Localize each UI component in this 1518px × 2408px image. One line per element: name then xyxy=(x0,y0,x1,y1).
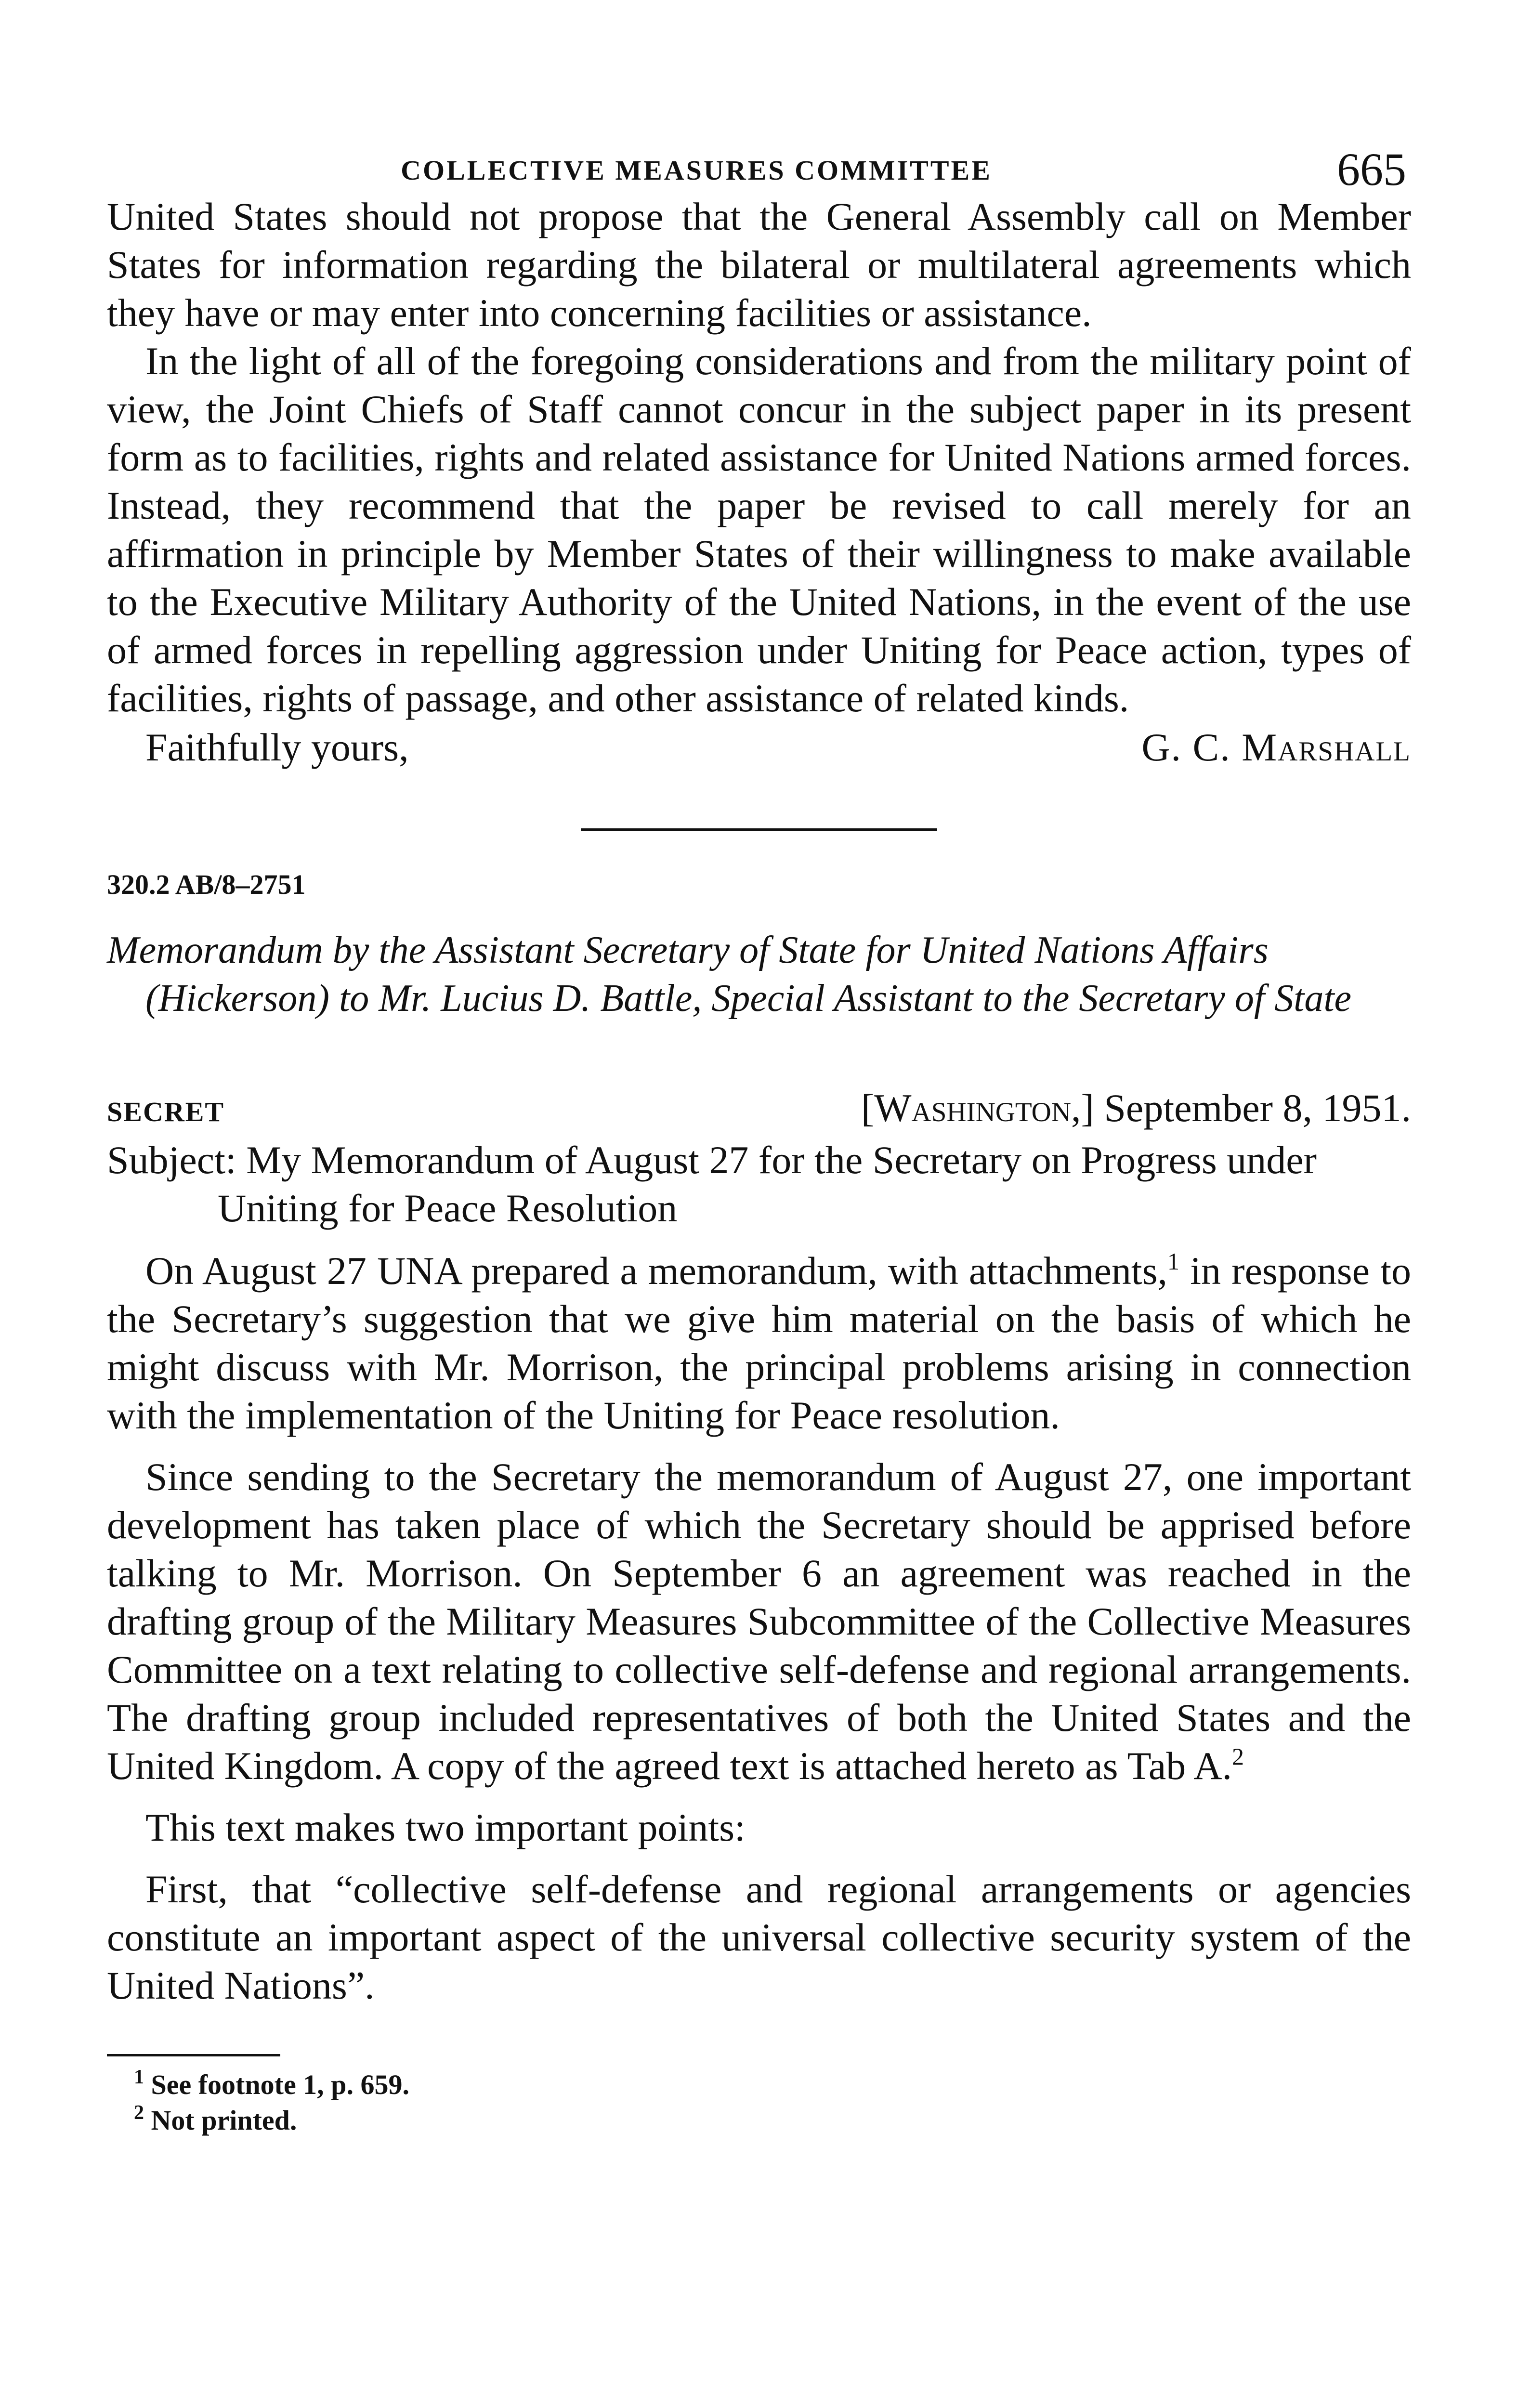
section-divider xyxy=(581,828,937,831)
subject-text: My Memorandum of August 27 for the Secretary on Progress under Uniting for Peace Resolution xyxy=(218,1138,1317,1230)
page-number: 665 xyxy=(1337,144,1406,195)
memo-place-date xyxy=(861,1084,1411,1132)
memo-paragraph-1 xyxy=(107,1247,1411,1440)
memo-date: September 8, 1951. xyxy=(1104,1086,1411,1130)
memo-dateline xyxy=(107,1084,1411,1136)
footnote-ref-2: 2 xyxy=(1231,1743,1244,1770)
letter-closing: Faithfully yours, xyxy=(145,725,409,769)
classification-marking: SECRET xyxy=(107,1096,225,1127)
memo-place: [Washington,] xyxy=(861,1086,1094,1130)
footnote-2-marker: 2 xyxy=(134,2102,144,2124)
letter-signature: G. C. Marshall xyxy=(1141,725,1411,769)
memo-paragraph-3: This text makes two important points: xyxy=(145,1806,746,1849)
memo-paragraph-1-rest: in response to the Secretary’s suggestion that we give him material on the basis of which he might discuss with Mr. Morrison, the principal problems arising in connection with the implementation of the Uniting for Peace resolution. xyxy=(107,1249,1412,1437)
footnote-1 xyxy=(107,2067,1411,2103)
running-head: COLLECTIVE MEASURES COMMITTEE xyxy=(401,155,992,186)
memo-paragraph-4: First, that “collective self-defense and regional arrangements or agencies constitute an important aspect of the universal collective security system of the United Nations”. xyxy=(107,1867,1411,2007)
letter-signature-line xyxy=(107,723,1411,772)
footnote-1-text: See footnote 1, p. 659. xyxy=(151,2069,409,2100)
footnote-2 xyxy=(107,2103,1411,2138)
footnote-rule xyxy=(107,2054,280,2056)
memo-paragraph-1-text: On August 27 UNA prepared a memorandum, with attachments, xyxy=(145,1249,1168,1293)
memo-title: Memorandum by the Assistant Secretary of State for United Nations Affairs (Hickerson) to Mr. Lucius D. Battle, Special Assistant to the Secretary of State xyxy=(107,929,1352,1020)
letter-paragraph: In the light of all of the foregoing considerations and from the military point of view, the Joint Chiefs of Staff cannot concur in the subject paper in its present form as to facilities, rights and related assistance for United Nations armed forces. Instead, they recommend that the paper be revised to call merely for an affirmation in principle by Member States of their willingness to make available to the Executive Military Authority of the United Nations, in the event of the use of armed forces in repelling aggression under Uniting for Peace action, types of facilities, rights of passage, and other assistance of related kinds. xyxy=(107,339,1411,720)
letter-continuation: United States should not propose that the General Assembly call on Member States for information regarding the bilateral or multilateral agreements which they have or may enter into concerning facilities or assistance. xyxy=(107,195,1411,335)
memo-paragraph-2-text: Since sending to the Secretary the memorandum of August 27, one important development has taken place of which the Secretary should be apprised before talking to Mr. Morrison. On September 6 an agreement was reached in the drafting group of the Military Measures Subcommittee of the Collective Measures Committee on a text relating to collective self-defense and regional arrangements. The drafting group included representatives of both the United States and the United Kingdom. A copy of the agreed text is attached hereto as Tab A. xyxy=(107,1455,1411,1788)
memo-paragraph-2 xyxy=(107,1453,1411,1790)
footnote-2-text: Not printed. xyxy=(151,2105,297,2136)
file-number: 320.2 AB/8–2751 xyxy=(107,869,306,900)
subject-label: Subject: xyxy=(107,1138,236,1182)
footnote-1-marker: 1 xyxy=(134,2066,144,2088)
document-page xyxy=(107,96,1411,2138)
page-header xyxy=(107,96,1411,193)
memo-subject xyxy=(107,1136,1411,1232)
footnote-ref-1: 1 xyxy=(1167,1248,1180,1275)
